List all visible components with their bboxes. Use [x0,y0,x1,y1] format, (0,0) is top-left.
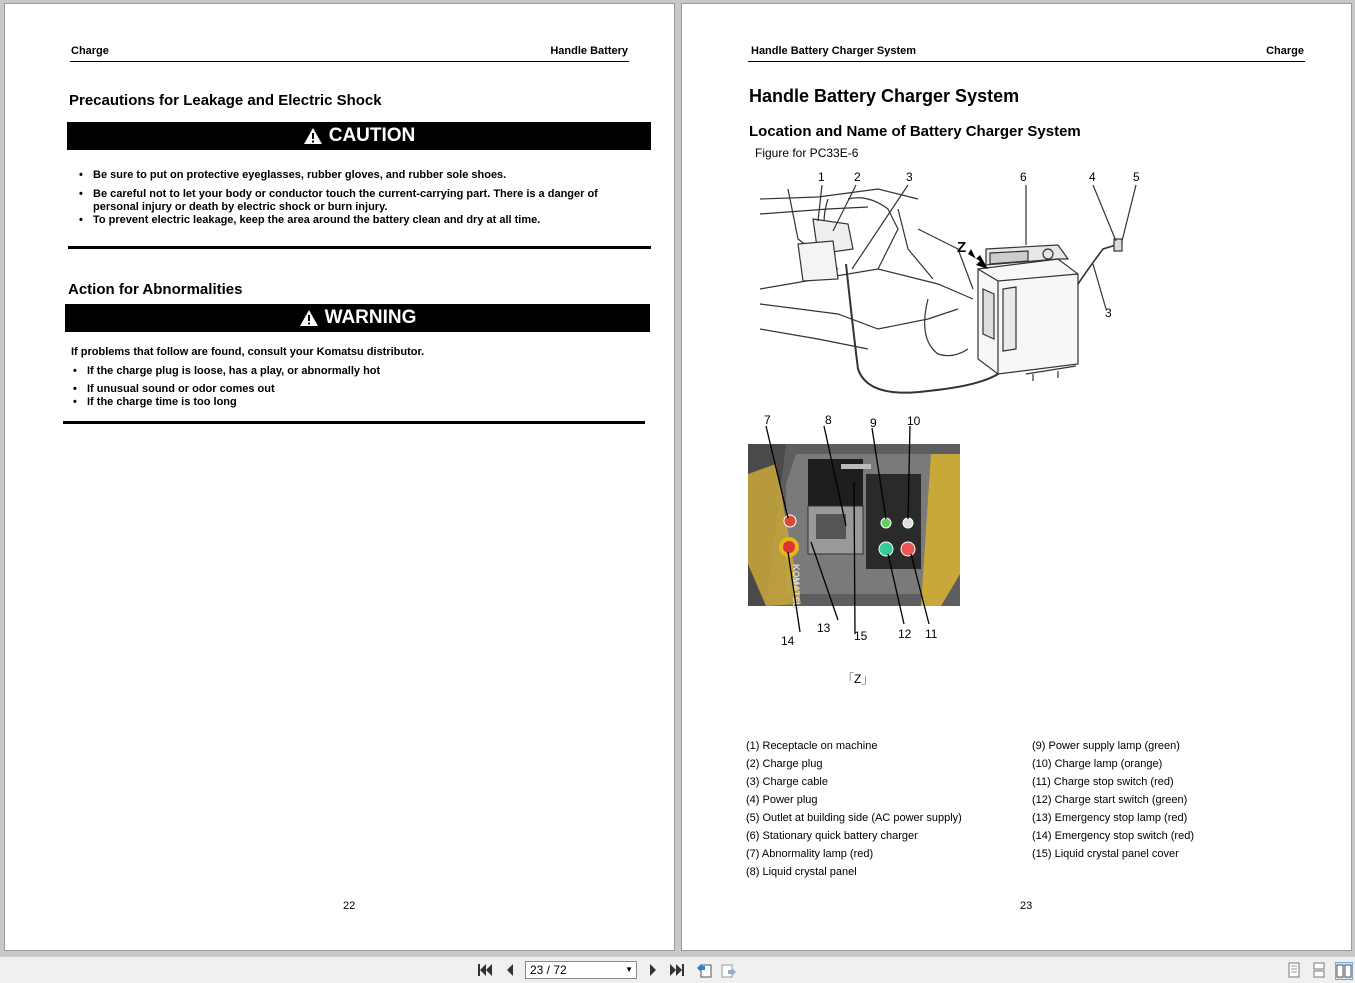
right-header-rule [748,61,1305,62]
prev-page-button[interactable] [502,962,518,978]
chevron-down-icon: ▼ [625,965,633,974]
go-back-button[interactable] [696,962,712,978]
callout-5: 5 [1133,170,1140,184]
legend-item: (8) Liquid crystal panel [746,866,857,878]
left-header-topic: Handle Battery [550,45,628,57]
warning-intro: If problems that follow are found, consult your Komatsu distributor. [71,346,425,358]
last-page-button[interactable] [669,962,685,978]
callout-3b: 3 [1105,306,1112,320]
callout-6: 6 [1020,170,1027,184]
next-page-icon [648,963,658,977]
z-label: Z [957,239,967,256]
right-page-number: 23 [1020,900,1033,912]
first-page-button[interactable] [477,962,493,978]
continuous-view-icon [1313,962,1325,978]
right-page [681,3,1352,951]
caution-label: CAUTION [328,125,416,146]
warning-list [65,365,625,409]
facing-view-icon [1336,964,1352,978]
control-panel-photo [746,414,976,654]
legend-item: (10) Charge lamp (orange) [1032,758,1163,770]
legend-item: (9) Power supply lamp (green) [1032,740,1180,752]
callout-13: 13 [817,621,831,635]
caution-item: • Be careful not to let your body or conductor touch the current-carrying part. There is a danger of personal injury or death by electric shock or burn injury. [71,188,627,214]
warning-item: • If the charge time is too long [65,396,625,409]
facing-view-button[interactable] [1335,962,1353,980]
last-page-icon [669,963,685,977]
callout-14: 14 [781,634,795,648]
legend-item: (11) Charge stop switch (red) [1032,776,1174,788]
single-page-view-button[interactable] [1286,962,1302,978]
left-header-section: Charge [71,45,109,57]
right-header-topic: Handle Battery Charger System [751,45,917,57]
page-title: Handle Battery Charger System [749,86,1020,106]
warning-triangle-icon [299,309,319,327]
go-forward-button[interactable] [721,962,737,978]
legend-item: (7) Abnormality lamp (red) [746,848,874,860]
legend-item: (2) Charge plug [746,758,823,770]
page-indicator-text: 23 / 72 [530,963,567,977]
page-number-select[interactable] [525,961,637,979]
warning-item: • If the charge plug is loose, has a play, or abnormally hot [65,365,625,378]
warning-triangle-icon [303,127,323,145]
callout-2: 2 [854,170,861,184]
go-forward-icon [721,962,737,978]
precautions-heading: Precautions for Leakage and Electric Shock [69,92,382,109]
view-arrow-icon [968,249,988,269]
warning-label: WARNING [324,307,417,328]
callout-3: 3 [906,170,913,184]
legend-item: (13) Emergency stop lamp (red) [1032,812,1188,824]
callout-11: 11 [925,627,938,641]
callout-12: 12 [898,627,912,641]
caution-list [71,169,627,233]
charger-system-figure [758,169,1138,409]
left-page-number: 22 [343,900,356,912]
legend-item: (4) Power plug [746,794,818,806]
view-z-label: 「Z」 [842,672,874,686]
legend-item: (12) Charge start switch (green) [1032,794,1188,806]
callout-9: 9 [870,416,877,430]
warning-item: • If unusual sound or odor comes out [65,383,625,396]
callout-8: 8 [825,413,832,427]
left-header-rule [70,61,629,62]
prev-page-icon [505,963,515,977]
callout-1: 1 [818,170,825,184]
continuous-view-button[interactable] [1311,962,1327,978]
legend-item: (14) Emergency stop switch (red) [1032,830,1194,842]
panel-brand-text: KOMATSU [791,564,801,609]
legend-item: (3) Charge cable [746,776,828,788]
caution-item: • Be sure to put on protective eyeglasses, rubber gloves, and rubber sole shoes. [71,169,627,182]
left-page [4,3,675,951]
callout-10: 10 [907,414,921,428]
legend-item: (5) Outlet at building side (AC power supply) [746,812,962,824]
callout-4: 4 [1089,170,1096,184]
legend-right [1032,737,1194,863]
viewer-toolbar [0,956,1355,983]
first-page-icon [477,963,493,977]
caution-banner [67,122,651,150]
right-header-section: Charge [1266,45,1304,57]
legend-item: (6) Stationary quick battery charger [746,830,918,842]
callout-7: 7 [764,413,771,427]
location-subtitle: Location and Name of Battery Charger System [749,123,1081,140]
legend-left [746,737,962,881]
caution-end-rule [68,246,651,249]
legend-item: (1) Receptacle on machine [746,740,878,752]
single-page-view-icon [1288,962,1300,978]
legend-item: (15) Liquid crystal panel cover [1032,848,1179,860]
figure-caption: Figure for PC33E-6 [755,146,859,160]
callout-15: 15 [854,629,868,643]
go-back-icon [696,962,712,978]
caution-item: • To prevent electric leakage, keep the area around the battery clean and dry at all time. [71,214,627,227]
warning-end-rule [63,421,645,424]
warning-banner [65,304,650,332]
next-page-button[interactable] [645,962,661,978]
abnormalities-heading: Action for Abnormalities [68,281,243,298]
